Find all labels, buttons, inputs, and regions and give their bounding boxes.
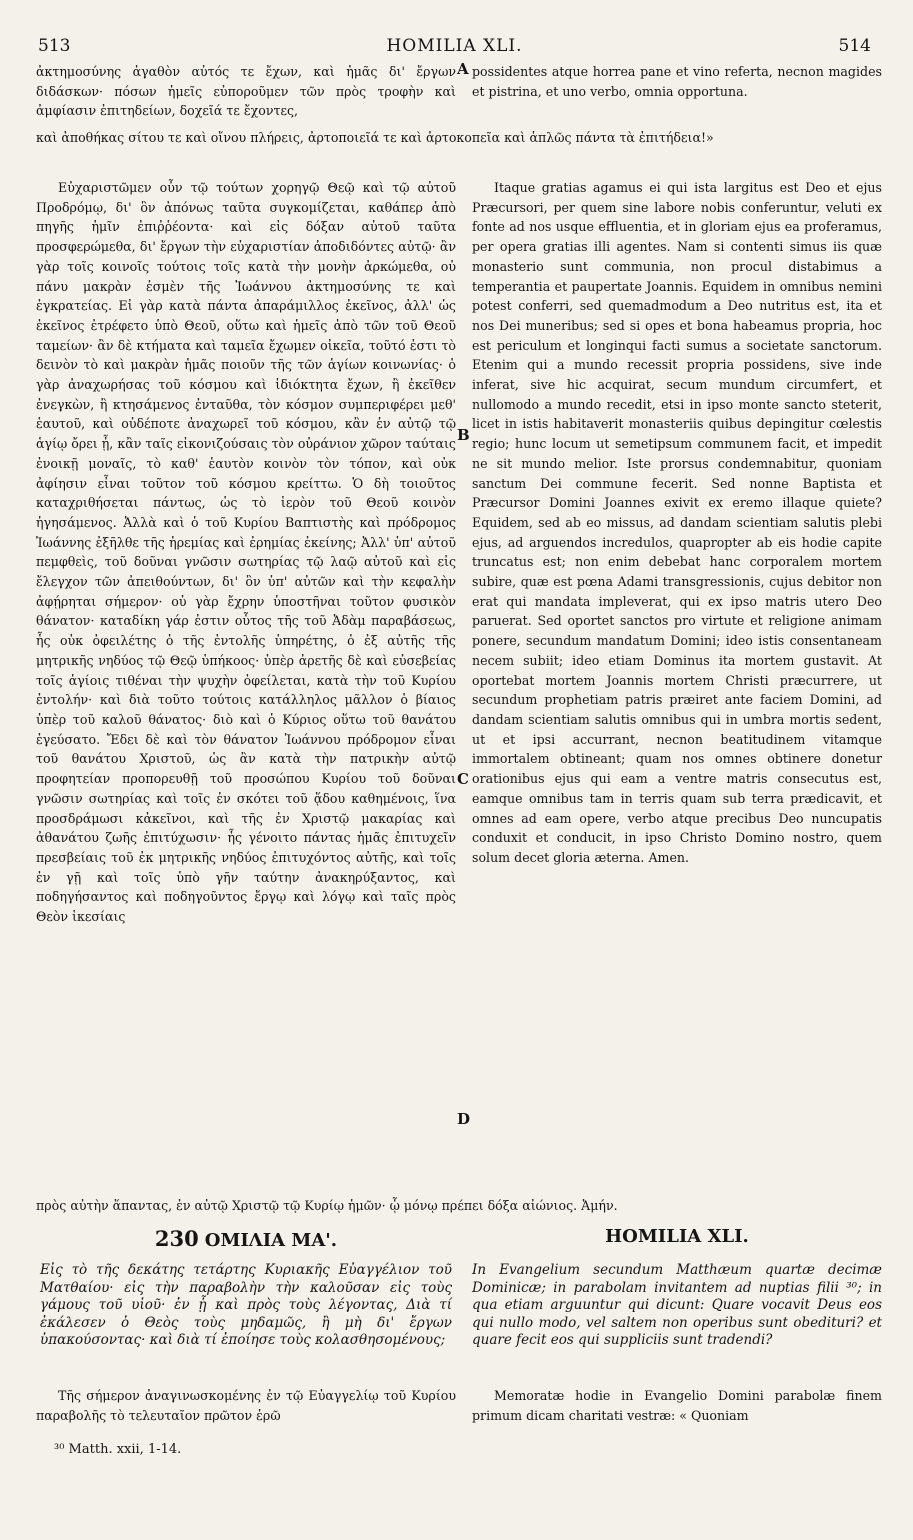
greek-homily-opening bbox=[36, 1386, 456, 1425]
margin-marker-c: C bbox=[457, 770, 469, 788]
left-page-number: 513 bbox=[38, 36, 71, 56]
closing-line: πρὸς αὐτὴν ἅπαντας, ἐν αὐτῷ Χριστῷ τῷ Κυρίῳ ἡμῶν· ᾧ μόνῳ πρέπει δόξα αἰώνιος. Ἀμήν. bbox=[36, 1198, 618, 1213]
homily-number: 230 bbox=[154, 1226, 199, 1251]
margin-marker-d: D bbox=[457, 1110, 471, 1128]
greek-paragraph: Εὐχαριστῶμεν οὖν τῷ τούτων χορηγῷ Θεῷ καὶ τῷ αὐτοῦ Προδρόμῳ, δι' ὃν ἀπόνως ταῦτα συγκομίζεται, καθάπερ ἀπὸ πηγῆς ἡμῖν ἐπιῤῥέοντα· καὶ εἰς δόξαν αὐτοῦ ταῦτα προσφερώμεθα, δι' ἔργων τὴν εὐχαριστίαν ἀποδιδόντες αὐτῷ· ἂν γὰρ τοῖς κοινοῖς τούτοις τοῖς κατὰ τὴν μονὴν ἀρκώμεθα, οὐ πάνυ μακρὰν ἐσμὲν τῆς Ἰωάννου ἀκτημοσύνης τε καὶ ἐγκρατείας. Εἰ γὰρ κατὰ πάντα ἀπαράμιλλος ἐκεῖνος, ἀλλ' ὡς ἐκεῖνος ἐτρέφετο ὑπὸ Θεοῦ, οὕτω καὶ ἡμεῖς ἀπὸ τῶν τοῦ Θεοῦ ταμείων· ἂν δὲ κτήματα καὶ ταμεῖα ἔχωμεν οἰκεῖα, τοῦτό ἐστι τὸ δεινὸν τὸ καὶ μακρὰν ἡμᾶς ποιοῦν τῆς τῶν ἁγίων κοινωνίας· ὁ γὰρ ἀναχωρήσας τοῦ κόσμου καὶ ἰδιόκτητα ἔχων, ἢ ἐκεῖθεν ἐνεγκὼν, ἢ κτησάμενος ἐνταῦθα, τὸν κόσμον συμπεριφέρει μεθ' ἑαυτοῦ, καὶ οὐδέποτε ἀναχωρεῖ τοῦ κόσμου, κἂν ἐν αὐτῷ τῷ ἁγίῳ ὄρει ᾖ, κἂν ταῖς εἰκονιζούσαις τὸν οὐράνιον χῶρον ταύταις ἐνοικῇ μοναῖς, τὸ καθ' ἑαυτὸν κοινὸν τὸν τόπον, καὶ οὐκ ἀφίησιν εἶναι τοῦτον τοῦ κόσμου κρείττω. Ὁ δὴ τοιοῦτος καταχριθήσεται πάντως, ὡς τὸ ἱερὸν τοῦ Θεοῦ κοινὸν ἡγησάμενος. Ἀλλὰ καὶ ὁ τοῦ Κυρίου Βαπτιστὴς καὶ πρόδρομος Ἰωάννης ἐξῆλθε τῆς ἡρεμίας καὶ ἐρημίας ἐκείνης; Ἀλλ' ὑπ' αὐτοῦ πεμφθεὶς, τοῦ δοῦναι γνῶσιν σωτηρίας τῷ λαῷ αὐτοῦ καὶ εἰς ἔλεγχον τῶν ἀπειθούντων, δι' ὃν ὑπ' αὐτῶν καὶ τὴν κεφαλὴν ἀφῄρηται σήμερον· οὐ γὰρ ἔχρην ὑποστῆναι τοῦτον φυσικὸν θάνατον· καταδίκη γάρ ἐστιν οὗτος τῆς τοῦ Ἀδὰμ παραβάσεως, ἧς οὐκ ὀφειλέτης ὁ τῆς ἐντολῆς ὑπηρέτης, ὁ ἐξ αὐτῆς τῆς μητρικῆς νηδύος τῷ Θεῷ ὑπήκοος· ὑπὲρ ἀρετῆς δὲ καὶ εὐσεβείας τοῖς ἁγίοις τιθέναι τὴν ψυχὴν ὀφείλεται, κατὰ τὴν τοῦ Κυρίου ἐντολήν· καὶ διὰ τοῦτο τούτοις κατάλληλος μᾶλλον ὁ βίαιος ὑπὲρ τοῦ καλοῦ θάνατος· διὸ καὶ ὁ Κύριος οὕτω τοῦ θανάτου ἐγεύσατο. Ἔδει δὲ καὶ τὸν θάνατον Ἰωάννου πρόδρομον εἶναι τοῦ θανάτου Χριστοῦ, ὡς ἂν κατὰ τὴν πατρικὴν αὐτῷ προφητείαν προπορευθῇ τοῦ προσώπου Κυρίου τοῦ δοῦναι γνῶσιν σωτηρίας καὶ τοῖς ἐν σκότει τοῦ ᾅδου καθημένοις, ἵνα προσδράμωσι κἀκεῖνοι, καὶ τῆς ἐν Χριστῷ μακαρίας καὶ ἀθανάτου ζωῆς ἐπιτύχωσιν· ἧς γένοιτο πάντας ἡμᾶς ἐπιτυχεῖν πρεσβείαις τοῦ ἐκ μητρικῆς νηδύος ἐπιτυχόντος αὐτῆς, καὶ τοῖς ἐν γῇ καὶ τοῖς ὑπὸ γῆν ταύτην ἀνακηρύξαντος, καὶ ποδηγήσαντος καὶ ποδηγοῦντος ἔργῳ καὶ λόγῳ καὶ ταῖς πρὸς Θεὸν ἱκεσίαις bbox=[36, 180, 456, 925]
latin-homily-heading: HOMILIA XLI. bbox=[605, 1226, 749, 1247]
greek-column-main bbox=[36, 178, 456, 1178]
footnote: ³⁰ Matth. xxii, 1-14. bbox=[54, 1442, 182, 1457]
right-page-number: 514 bbox=[838, 36, 871, 56]
margin-marker-b: B bbox=[457, 426, 470, 444]
greek-homily-heading bbox=[36, 1226, 456, 1251]
margin-marker-a: A bbox=[457, 60, 469, 78]
running-head bbox=[38, 36, 871, 60]
latin-column-main bbox=[472, 178, 882, 1178]
greek-opening-text: Τῆς σήμερον ἀναγινωσκομένης ἐν τῷ Εὐαγγελίῳ τοῦ Κυρίου παραβολῆς τὸ τελευταῖον πρῶτον ἐρῶ bbox=[36, 1388, 456, 1423]
greek-column-top bbox=[36, 62, 456, 121]
latin-column-top bbox=[472, 62, 882, 101]
latin-homily-opening bbox=[472, 1386, 882, 1425]
running-title: HOMILIA XLI. bbox=[386, 36, 523, 56]
greek-paragraph: ἀκτημοσύνης ἀγαθὸν αὐτός τε ἔχων, καὶ ἡμᾶς δι' ἔργων διδάσκων· πόσων ἡμεῖς εὐποροῦμεν τῶν πρὸς τροφὴν καὶ ἀμφίασιν ἐπιτηδείων, δοχεῖά τε ἔχοντες, bbox=[36, 64, 456, 119]
greek-homily-subtitle: Εἰς τὸ τῆς δεκάτης τετάρτης Κυριακῆς Εὐαγγέλιον τοῦ Ματθαίου· εἰς τὴν παραβολὴν τὴν καλοῦσαν εἰς τοὺς γάμους τοῦ υἱοῦ· ἐν ᾗ καὶ πρὸς τοὺς λέγοντας, Διὰ τί ἐκάλεσεν ὁ Θεὸς τοὺς μηδαμῶς, ἢ μὴ δι' ἔργων ὑπακούσοντας· καὶ διὰ τί ἐποίησε τοὺς κολασθησομένους; bbox=[40, 1262, 452, 1348]
full-width-line: καὶ ἀποθήκας σίτου τε καὶ οἴνου πλήρεις, ἀρτοποιεῖά τε καὶ ἀρτοκοπεῖα καὶ ἁπλῶς πάντα τὰ ἐπιτήδεια!» bbox=[36, 130, 714, 145]
greek-homily-title: ΟΜΙΛΙΑ ΜΑ'. bbox=[204, 1230, 338, 1251]
latin-paragraph: Itaque gratias agamus ei qui ista largitus est Deo et ejus Præcursori, per quem sine labore nobis conferuntur, veluti ex fonte ad nos usque effluentia, et in gloriam ejus ea proferamus, per opera gratias illi agentes. Nam si contenti simus iis quæ monasterio sunt communia, non procul distabimus a temperantia et paupertate Joannis. Equidem in omnibus nemini potest conferri, sed quemadmodum a Deo nutritus est, ita et nos Dei muneribus; sed si opes et bona habeamus propria, hoc est periculum et longinqui facti sumus a societate sanctorum. Etenim qui a mundo recessit propria possidens, sive inde inferat, sive hic acquirat, secum mundum circumfert, et nullomodo a mundo recedit, etsi in ipso monte sancto steterit, licet in istis habitaverit monasteriis quibus depingitur cœlestis regio; hunc locum ut semetipsum communem facit, et impedit ne sit mundo melior. Iste prorsus condemnabitur, quoniam sanctum Dei commune fecerit. Sed nonne Baptista et Præcursor Domini Joannes exivit ex eremo illaque quiete? Equidem, sed ab eo missus, ad dandam scientiam salutis plebi ejus, ad arguendos incredulos, quapropter ab eis hodie capite truncatus est; non enim debebat hanc corporalem mortem subire, quæ est pœna Adami transgressionis, cujus debitor non erat qui mandata impleverat, qui ex ipso matris utero Deo paruerat. Sed oportet sanctos pro virtute et religione animam ponere, secundum mandatum Domini; ideo istis consentaneam necem subiit; ideo etiam Dominus ita mortem gustavit. At oportebat mortem Joannis mortem Christi præcurrere, ut secundum prophetiam patris præiret ante faciem Domini, ad dandam scientiam salutis omnibus qui in umbra mortis sedent, ut et ipsi accurrant, necnon beatitudinem vitamque immortalem obtineant; quam nos omnes obtinere donetur orationibus ejus qui eam a ventre matris consecutus est, eamque omnibus tam in terris quam sub terra prædicavit, et omnes ad eam opere, verbo atque precibus Deo nuncupatis conduxit et conducit, in ipso Christo Domino nostro, quem solum decet gloria æterna. Amen. bbox=[472, 180, 882, 865]
latin-opening-text: Memoratæ hodie in Evangelio Domini parabolæ finem primum dicam charitati vestræ: « Quoniam bbox=[472, 1388, 882, 1423]
latin-homily-subtitle: In Evangelium secundum Matthæum quartæ decimæ Dominicæ; in parabolam invitantem ad nuptias filii ³⁰; in qua etiam arguuntur qui dicunt: Quare vocavit Deus eos qui nullo modo, vel saltem non operibus sunt obedituri? et quare fecit eos qui suppliciis sunt tradendi? bbox=[472, 1262, 882, 1348]
latin-paragraph: possidentes atque horrea pane et vino referta, necnon magides et pistrina, et uno verbo, omnia opportuna. bbox=[472, 64, 882, 99]
